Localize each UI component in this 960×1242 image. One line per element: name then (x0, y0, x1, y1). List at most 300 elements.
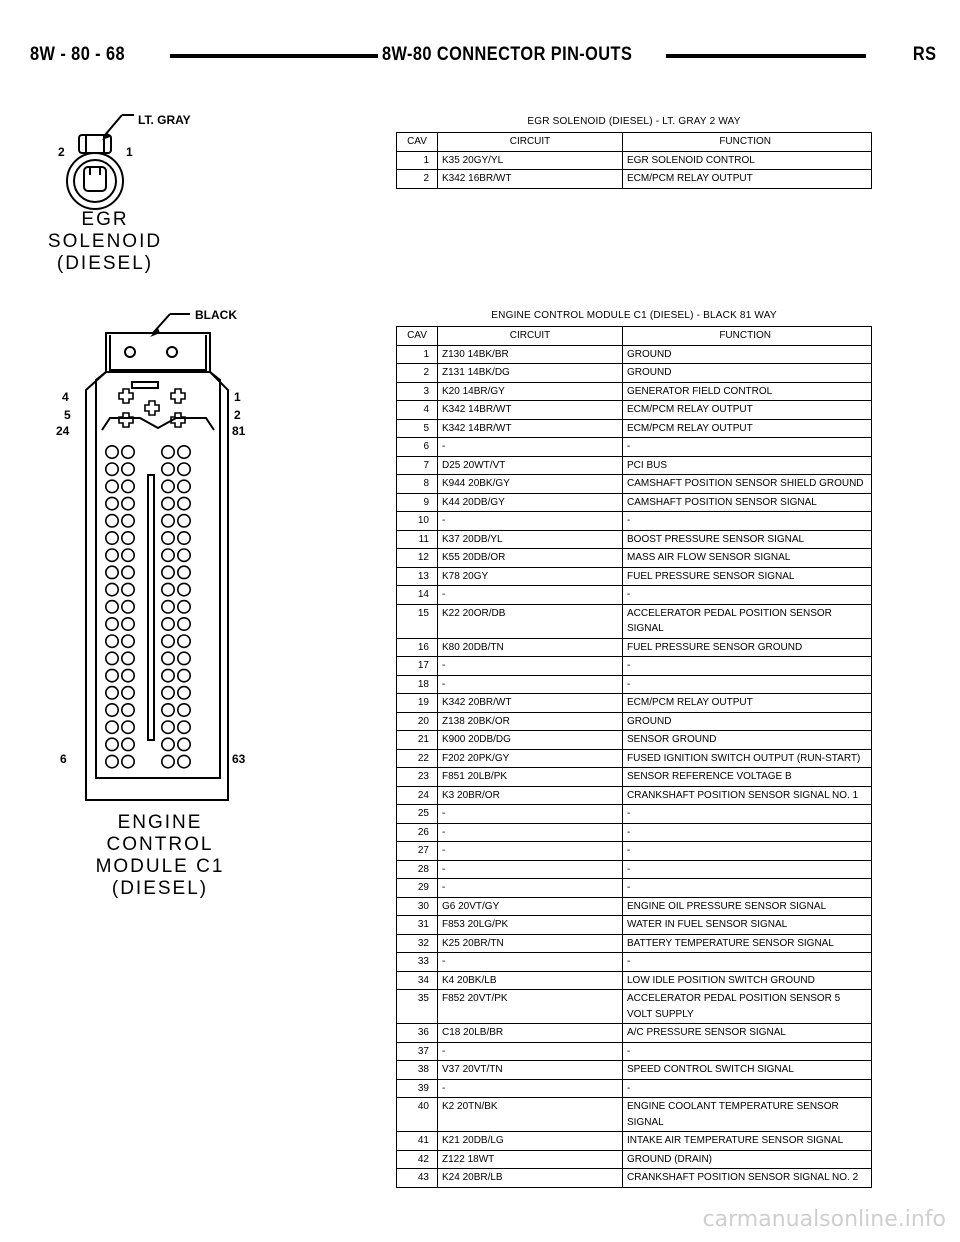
pin-cavity (162, 463, 174, 475)
table-row (397, 786, 872, 805)
pin-cavity (178, 738, 190, 750)
table-row (397, 512, 872, 531)
pin-cavity (122, 515, 134, 527)
cell-circuit: - (438, 438, 623, 457)
cell-circuit: - (438, 879, 623, 898)
egr-pin-label-2: 2 (58, 145, 65, 159)
ecm-color-label: BLACK (195, 308, 237, 322)
cell-cav: 22 (397, 749, 438, 768)
egr-pinout-table (396, 132, 872, 189)
pin-cavity (162, 704, 174, 716)
cell-circuit: K944 20BK/GY (438, 475, 623, 494)
cell-cav: 29 (397, 879, 438, 898)
pin-cavity (122, 566, 134, 578)
ecm-table-title: ENGINE CONTROL MODULE C1 (DIESEL) - BLACK 81 WAY (491, 310, 777, 321)
cell-function: ACCELERATOR PEDAL POSITION SENSOR SIGNAL (623, 604, 872, 638)
cell-function: - (623, 860, 872, 879)
cell-circuit: K25 20BR/TN (438, 934, 623, 953)
cell-cav: 8 (397, 475, 438, 494)
pin-cavity (122, 601, 134, 613)
pin-cavity (122, 721, 134, 733)
table-row (397, 916, 872, 935)
pin-cavity (178, 549, 190, 561)
header-rule-left (170, 54, 378, 58)
pin-cavity (122, 549, 134, 561)
pin-cavity (122, 669, 134, 681)
cell-circuit: Z130 14BK/BR (438, 345, 623, 364)
cell-circuit: Z122 18WT (438, 1150, 623, 1169)
pin-cavity (106, 446, 118, 458)
ecm-pin-label-5: 5 (64, 408, 71, 422)
pin-cavity (122, 704, 134, 716)
cell-function: SENSOR GROUND (623, 731, 872, 750)
cell-circuit: V37 20VT/TN (438, 1061, 623, 1080)
cell-cav: 26 (397, 823, 438, 842)
cell-cav: 43 (397, 1169, 438, 1188)
cell-cav: 32 (397, 934, 438, 953)
cell-cav: 14 (397, 586, 438, 605)
cell-function: A/C PRESSURE SENSOR SIGNAL (623, 1024, 872, 1043)
table-row (397, 971, 872, 990)
table-row (397, 842, 872, 861)
cell-function: - (623, 1079, 872, 1098)
table-row (397, 638, 872, 657)
pin-cavity (122, 463, 134, 475)
pin-cavity (178, 687, 190, 699)
watermark: carmanualsonline.info (702, 1207, 946, 1232)
cell-function: CRANKSHAFT POSITION SENSOR SIGNAL NO. 2 (623, 1169, 872, 1188)
cell-function: ECM/PCM RELAY OUTPUT (623, 694, 872, 713)
cell-circuit: K342 14BR/WT (438, 401, 623, 420)
pin-cavity (106, 532, 118, 544)
egr-caption-line-1: EGR (81, 209, 129, 230)
pin-cavity (122, 446, 134, 458)
cell-circuit: K900 20DB/DG (438, 731, 623, 750)
cell-cav: 41 (397, 1132, 438, 1151)
ecm-caption-line-1: ENGINE (117, 812, 203, 833)
pin-cavity (178, 721, 190, 733)
table-row (397, 1079, 872, 1098)
pin-cavity (106, 669, 118, 681)
cell-cav: 35 (397, 990, 438, 1024)
cell-circuit: K4 20BK/LB (438, 971, 623, 990)
pin-cavity (178, 601, 190, 613)
pin-cavity (178, 618, 190, 630)
cavity-key-icon (119, 413, 133, 427)
cell-cav: 31 (397, 916, 438, 935)
table-row (397, 438, 872, 457)
cell-cav: 36 (397, 1024, 438, 1043)
table-row (397, 401, 872, 420)
ecm-caption (80, 812, 240, 900)
cell-function: ECM/PCM RELAY OUTPUT (623, 401, 872, 420)
cell-cav: 17 (397, 657, 438, 676)
cell-circuit: F853 20LG/PK (438, 916, 623, 935)
cell-function: GROUND (DRAIN) (623, 1150, 872, 1169)
cell-function: WATER IN FUEL SENSOR SIGNAL (623, 916, 872, 935)
cell-cav: 4 (397, 401, 438, 420)
cell-cav: 5 (397, 419, 438, 438)
cell-function: ENGINE OIL PRESSURE SENSOR SIGNAL (623, 897, 872, 916)
pin-cavity (106, 463, 118, 475)
table-row (397, 823, 872, 842)
cell-function: ACCELERATOR PEDAL POSITION SENSOR 5 VOLT SUPPLY (623, 990, 872, 1024)
cell-cav: 19 (397, 694, 438, 713)
table-row (397, 1061, 872, 1080)
ecm-pin-label-6: 6 (60, 752, 67, 766)
ecm-caption-line-2: CONTROL (106, 834, 214, 855)
cell-circuit: K342 16BR/WT (438, 170, 623, 189)
table-row (397, 768, 872, 787)
cell-cav: 15 (397, 604, 438, 638)
cell-circuit: - (438, 860, 623, 879)
pin-cavity (106, 515, 118, 527)
cell-circuit: F852 20VT/PK (438, 990, 623, 1024)
cell-circuit: - (438, 823, 623, 842)
cell-cav: 42 (397, 1150, 438, 1169)
cell-circuit: - (438, 586, 623, 605)
cell-cav: 34 (397, 971, 438, 990)
cell-circuit: K78 20GY (438, 567, 623, 586)
cell-function: BOOST PRESSURE SENSOR SIGNAL (623, 530, 872, 549)
cell-cav: 27 (397, 842, 438, 861)
table-row (397, 364, 872, 383)
pin-cavity (122, 652, 134, 664)
cavity-key-icon (119, 389, 133, 403)
cell-cav: 24 (397, 786, 438, 805)
pin-cavity (178, 480, 190, 492)
column-header-circuit: CIRCUIT (438, 327, 623, 346)
cell-function: CAMSHAFT POSITION SENSOR SIGNAL (623, 493, 872, 512)
egr-caption (30, 209, 180, 275)
cell-function: ECM/PCM RELAY OUTPUT (623, 170, 872, 189)
table-row (397, 419, 872, 438)
pin-cavity (178, 583, 190, 595)
cell-circuit: K342 14BR/WT (438, 419, 623, 438)
cell-circuit: K35 20GY/YL (438, 151, 623, 170)
cell-circuit: - (438, 842, 623, 861)
table-row (397, 530, 872, 549)
pin-cavity (122, 497, 134, 509)
cell-circuit: F202 20PK/GY (438, 749, 623, 768)
cell-circuit: - (438, 953, 623, 972)
pin-cavity (106, 738, 118, 750)
table-row (397, 586, 872, 605)
cell-function: - (623, 586, 872, 605)
cell-circuit: - (438, 675, 623, 694)
cell-circuit: F851 20LB/PK (438, 768, 623, 787)
pin-cavity (178, 755, 190, 767)
cell-circuit: K44 20DB/GY (438, 493, 623, 512)
cell-cav: 20 (397, 712, 438, 731)
egr-table-body (397, 151, 872, 188)
cell-circuit: K37 20DB/YL (438, 530, 623, 549)
cell-cav: 28 (397, 860, 438, 879)
cell-cav: 23 (397, 768, 438, 787)
cell-cav: 2 (397, 364, 438, 383)
pin-cavity (162, 721, 174, 733)
cell-cav: 1 (397, 345, 438, 364)
ecm-pin-label-24: 24 (56, 424, 70, 438)
cell-function: GENERATOR FIELD CONTROL (623, 382, 872, 401)
cavity-key-icon (145, 401, 159, 415)
pin-cavity (122, 618, 134, 630)
table-row (397, 712, 872, 731)
cavity-key-icon (171, 389, 185, 403)
cell-function: - (623, 657, 872, 676)
table-row (397, 731, 872, 750)
pin-cavity (162, 618, 174, 630)
cell-function: - (623, 842, 872, 861)
table-row (397, 567, 872, 586)
cell-circuit: Z138 20BK/OR (438, 712, 623, 731)
table-row (397, 1132, 872, 1151)
table-row (397, 151, 872, 170)
pin-cavity (162, 687, 174, 699)
table-row (397, 382, 872, 401)
pin-cavity (178, 497, 190, 509)
cell-function: - (623, 512, 872, 531)
pin-cavity (106, 549, 118, 561)
pin-cavity (162, 497, 174, 509)
cell-function: - (623, 879, 872, 898)
cell-function: - (623, 675, 872, 694)
table-row (397, 170, 872, 189)
header-rule-right (666, 54, 866, 58)
table-row (397, 604, 872, 638)
cell-circuit: Z131 14BK/DG (438, 364, 623, 383)
table-row (397, 934, 872, 953)
cell-cav: 7 (397, 456, 438, 475)
cell-function: INTAKE AIR TEMPERATURE SENSOR SIGNAL (623, 1132, 872, 1151)
cell-function: PCI BUS (623, 456, 872, 475)
table-row (397, 749, 872, 768)
ecm-connector-drawing (50, 300, 250, 810)
ecm-pin-label-4: 4 (62, 390, 69, 404)
cell-circuit: K2 20TN/BK (438, 1098, 623, 1132)
cell-function: MASS AIR FLOW SENSOR SIGNAL (623, 549, 872, 568)
cell-cav: 30 (397, 897, 438, 916)
pin-cavity (106, 480, 118, 492)
cell-cav: 1 (397, 151, 438, 170)
pin-cavity (178, 704, 190, 716)
cell-function: FUEL PRESSURE SENSOR SIGNAL (623, 567, 872, 586)
pin-cavity (106, 721, 118, 733)
pin-cavity (178, 532, 190, 544)
cell-cav: 37 (397, 1042, 438, 1061)
cell-cav: 16 (397, 638, 438, 657)
pin-cavity (106, 583, 118, 595)
egr-caption-line-2: SOLENOID (47, 231, 163, 252)
cell-function: GROUND (623, 345, 872, 364)
pin-cavity (106, 497, 118, 509)
cell-cav: 9 (397, 493, 438, 512)
pin-cavity (162, 652, 174, 664)
table-row (397, 990, 872, 1024)
table-header-row (397, 327, 872, 346)
cell-circuit: K80 20DB/TN (438, 638, 623, 657)
pin-cavity (178, 446, 190, 458)
page-title: 8W-80 CONNECTOR PIN-OUTS (382, 44, 633, 65)
pin-cavity (122, 532, 134, 544)
cell-circuit: K55 20DB/OR (438, 549, 623, 568)
cell-circuit: - (438, 1042, 623, 1061)
egr-connector-diagram (47, 105, 200, 275)
ecm-connector-diagram (50, 300, 250, 899)
cell-circuit: K22 20OR/DB (438, 604, 623, 638)
cell-function: LOW IDLE POSITION SWITCH GROUND (623, 971, 872, 990)
cell-function: FUEL PRESSURE SENSOR GROUND (623, 638, 872, 657)
table-row (397, 1169, 872, 1188)
ecm-caption-line-3: MODULE C1 (95, 856, 225, 877)
pin-cavity (106, 652, 118, 664)
ecm-table-body (397, 345, 872, 1187)
cell-cav: 10 (397, 512, 438, 531)
pin-cavity (178, 463, 190, 475)
column-header-circuit: CIRCUIT (438, 133, 623, 152)
ecm-pin-label-63: 63 (232, 752, 246, 766)
pin-cavity (106, 566, 118, 578)
cell-circuit: - (438, 805, 623, 824)
pin-cavity (178, 669, 190, 681)
cell-function: - (623, 953, 872, 972)
pin-cavity (106, 635, 118, 647)
cell-cav: 6 (397, 438, 438, 457)
pin-cavity (106, 601, 118, 613)
cell-function: GROUND (623, 364, 872, 383)
table-row (397, 805, 872, 824)
cell-function: BATTERY TEMPERATURE SENSOR SIGNAL (623, 934, 872, 953)
table-row (397, 475, 872, 494)
table-row (397, 1098, 872, 1132)
page-reference: 8W - 80 - 68 (30, 44, 126, 65)
pin-cavity (162, 446, 174, 458)
cell-cav: 13 (397, 567, 438, 586)
pin-cavity (106, 755, 118, 767)
ecm-pin-label-2: 2 (234, 408, 241, 422)
cell-cav: 21 (397, 731, 438, 750)
pin-cavity (162, 601, 174, 613)
table-row (397, 345, 872, 364)
pin-cavity (178, 566, 190, 578)
pin-cavity (178, 635, 190, 647)
pin-cavity (162, 755, 174, 767)
pin-cavity (122, 755, 134, 767)
table-row (397, 897, 872, 916)
ecm-pin-label-81: 81 (232, 424, 246, 438)
cell-cav: 11 (397, 530, 438, 549)
cell-cav: 40 (397, 1098, 438, 1132)
cell-function: - (623, 438, 872, 457)
pin-cavity (162, 635, 174, 647)
pin-cavity (122, 738, 134, 750)
cell-circuit: G6 20VT/GY (438, 897, 623, 916)
cell-function: - (623, 823, 872, 842)
pin-cavity (122, 687, 134, 699)
column-header-function: FUNCTION (623, 327, 872, 346)
pin-cavity (178, 652, 190, 664)
ecm-pin-label-1: 1 (234, 390, 241, 404)
egr-color-label: LT. GRAY (138, 113, 191, 127)
cell-function: SPEED CONTROL SWITCH SIGNAL (623, 1061, 872, 1080)
column-header-cav: CAV (397, 133, 438, 152)
table-row (397, 694, 872, 713)
cell-function: - (623, 1042, 872, 1061)
pin-cavity (162, 532, 174, 544)
cell-function: SENSOR REFERENCE VOLTAGE B (623, 768, 872, 787)
egr-caption-line-3: (DIESEL) (56, 253, 154, 274)
ecm-caption-line-4: (DIESEL) (111, 878, 209, 899)
pin-cavity (106, 687, 118, 699)
table-row (397, 879, 872, 898)
cell-function: ENGINE COOLANT TEMPERATURE SENSOR SIGNAL (623, 1098, 872, 1132)
cell-circuit: D25 20WT/VT (438, 456, 623, 475)
cell-circuit: K21 20DB/LG (438, 1132, 623, 1151)
pin-cavity (162, 669, 174, 681)
column-header-cav: CAV (397, 327, 438, 346)
section-code: RS (912, 44, 936, 65)
pin-cavity (106, 704, 118, 716)
table-header-row (397, 133, 872, 152)
cell-circuit: K24 20BR/LB (438, 1169, 623, 1188)
table-row (397, 1024, 872, 1043)
pin-cavity (122, 480, 134, 492)
table-row (397, 860, 872, 879)
table-row (397, 675, 872, 694)
pin-cavity (122, 583, 134, 595)
cell-cav: 18 (397, 675, 438, 694)
pin-cavity (106, 618, 118, 630)
pin-cavity (162, 515, 174, 527)
cell-cav: 12 (397, 549, 438, 568)
cell-circuit: K20 14BR/GY (438, 382, 623, 401)
table-row (397, 1150, 872, 1169)
cell-function: ECM/PCM RELAY OUTPUT (623, 419, 872, 438)
cell-cav: 39 (397, 1079, 438, 1098)
pin-cavity (178, 515, 190, 527)
ecm-pinout-table (396, 326, 872, 1188)
page-header (30, 44, 936, 74)
table-row (397, 549, 872, 568)
cell-function: GROUND (623, 712, 872, 731)
pin-cavity (162, 480, 174, 492)
cell-cav: 3 (397, 382, 438, 401)
egr-table-title: EGR SOLENOID (DIESEL) - LT. GRAY 2 WAY (527, 116, 741, 127)
cell-circuit: - (438, 512, 623, 531)
table-row (397, 493, 872, 512)
cell-function: EGR SOLENOID CONTROL (623, 151, 872, 170)
table-row (397, 657, 872, 676)
pin-cavity (162, 566, 174, 578)
cell-function: - (623, 805, 872, 824)
cell-function: FUSED IGNITION SWITCH OUTPUT (RUN-START) (623, 749, 872, 768)
pin-cavity (122, 635, 134, 647)
pin-cavity (162, 549, 174, 561)
pin-cavity (162, 583, 174, 595)
cell-cav: 2 (397, 170, 438, 189)
cell-function: CAMSHAFT POSITION SENSOR SHIELD GROUND (623, 475, 872, 494)
table-row (397, 953, 872, 972)
cell-cav: 38 (397, 1061, 438, 1080)
cell-cav: 33 (397, 953, 438, 972)
cell-circuit: - (438, 1079, 623, 1098)
pin-cavity (162, 738, 174, 750)
table-row (397, 456, 872, 475)
cell-cav: 25 (397, 805, 438, 824)
cell-circuit: - (438, 657, 623, 676)
table-row (397, 1042, 872, 1061)
cell-circuit: K342 20BR/WT (438, 694, 623, 713)
